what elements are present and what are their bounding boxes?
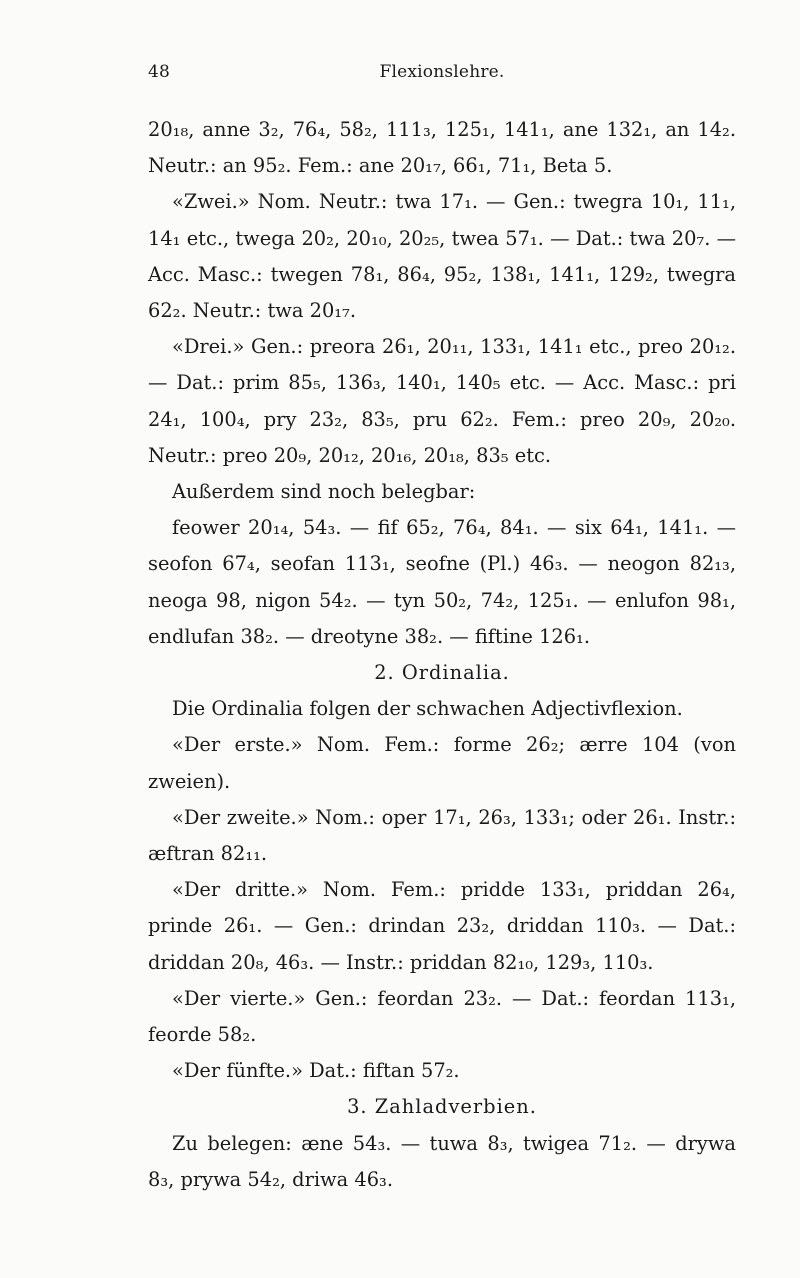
paragraph-zwei: «Zwei.» Nom. Neutr.: twa 17₁. — Gen.: twegra 10₁, 11₁, 14₁ etc., twega 20₂, 20₁₀, 20₂₅, twea 57₁. — Dat.: twa 20₇. — Acc. Masc.: twegen 78₁, 86₄, 95₂, 138₁, 141₁, 129₂, twegra 62₂. Neutr.: twa 20₁₇. bbox=[148, 190, 736, 323]
paragraph-continuation: 20₁₈, anne 3₂, 76₄, 58₂, 111₃, 125₁, 141₁, ane 132₁, an 14₂. Neutr.: an 95₂. Fem.: ane 20₁₇, 66₁, 71₁, Beta 5. bbox=[148, 118, 736, 178]
section-heading-zahladverbien: 3. Zahladverbien. bbox=[347, 1095, 537, 1119]
paragraph-ordinalia-intro: Die Ordinalia folgen der schwachen Adjectivflexion. bbox=[172, 697, 683, 721]
paragraph-erste: «Der erste.» Nom. Fem.: forme 26₂; ærre 104 (von zweien). bbox=[148, 733, 736, 793]
running-title: Flexionslehre. bbox=[379, 62, 505, 82]
paragraph-drei: «Drei.» Gen.: preora 26₁, 20₁₁, 133₁, 141₁ etc., preo 20₁₂. — Dat.: prim 85₅, 136₃, 140₁, 140₅ etc. — Acc. Masc.: pri 24₁, 100₄, pry 23₂, 83₅, pru 62₂. Fem.: preo 20₉, 20₂₀. Neutr.: preo 20₉, 20₁₂, 20₁₆, 20₁₈, 83₅ etc. bbox=[148, 335, 736, 467]
page-number: 48 bbox=[148, 62, 171, 82]
paragraph-numerals-list: feower 20₁₄, 54₃. — fif 65₂, 76₄, 84₁. — six 64₁, 141₁. — seofon 67₄, seofan 113₁, seofne (Pl.) 46₃. — neogon 82₁₃, neoga 98, nigon 54₂. — tyn 50₂, 74₂, 125₁. — enlufon 98₁, endlufan 38₂. — dreotyne 38₂. — fiftine 126₁. bbox=[148, 516, 736, 648]
paragraph-fuenfte: «Der fünfte.» Dat.: fiftan 57₂. bbox=[172, 1059, 460, 1083]
paragraph-zweite: «Der zweite.» Nom.: oper 17₁, 26₃, 133₁; oder 26₁. Instr.: æftran 82₁₁. bbox=[148, 805, 736, 866]
page-header bbox=[148, 62, 736, 90]
page-body bbox=[148, 112, 736, 1198]
paragraph-ausserdem: Außerdem sind noch belegbar: bbox=[172, 480, 476, 504]
paragraph-zahladverbien: Zu belegen: æne 54₃. — tuwa 8₃, twigea 71₂. — drywa 8₃, prywa 54₂, driwa 46₃. bbox=[148, 1131, 736, 1191]
paragraph-dritte: «Der dritte.» Nom. Fem.: pridde 133₁, priddan 26₄, prinde 26₁. — Gen.: drindan 23₂, driddan 110₃. — Dat.: driddan 20₈, 46₃. — Instr.: priddan 82₁₀, 129₃, 110₃. bbox=[148, 878, 736, 974]
section-heading-ordinalia: 2. Ordinalia. bbox=[374, 661, 510, 685]
paragraph-vierte: «Der vierte.» Gen.: feordan 23₂. — Dat.: feordan 113₁, feorde 58₂. bbox=[148, 986, 736, 1047]
